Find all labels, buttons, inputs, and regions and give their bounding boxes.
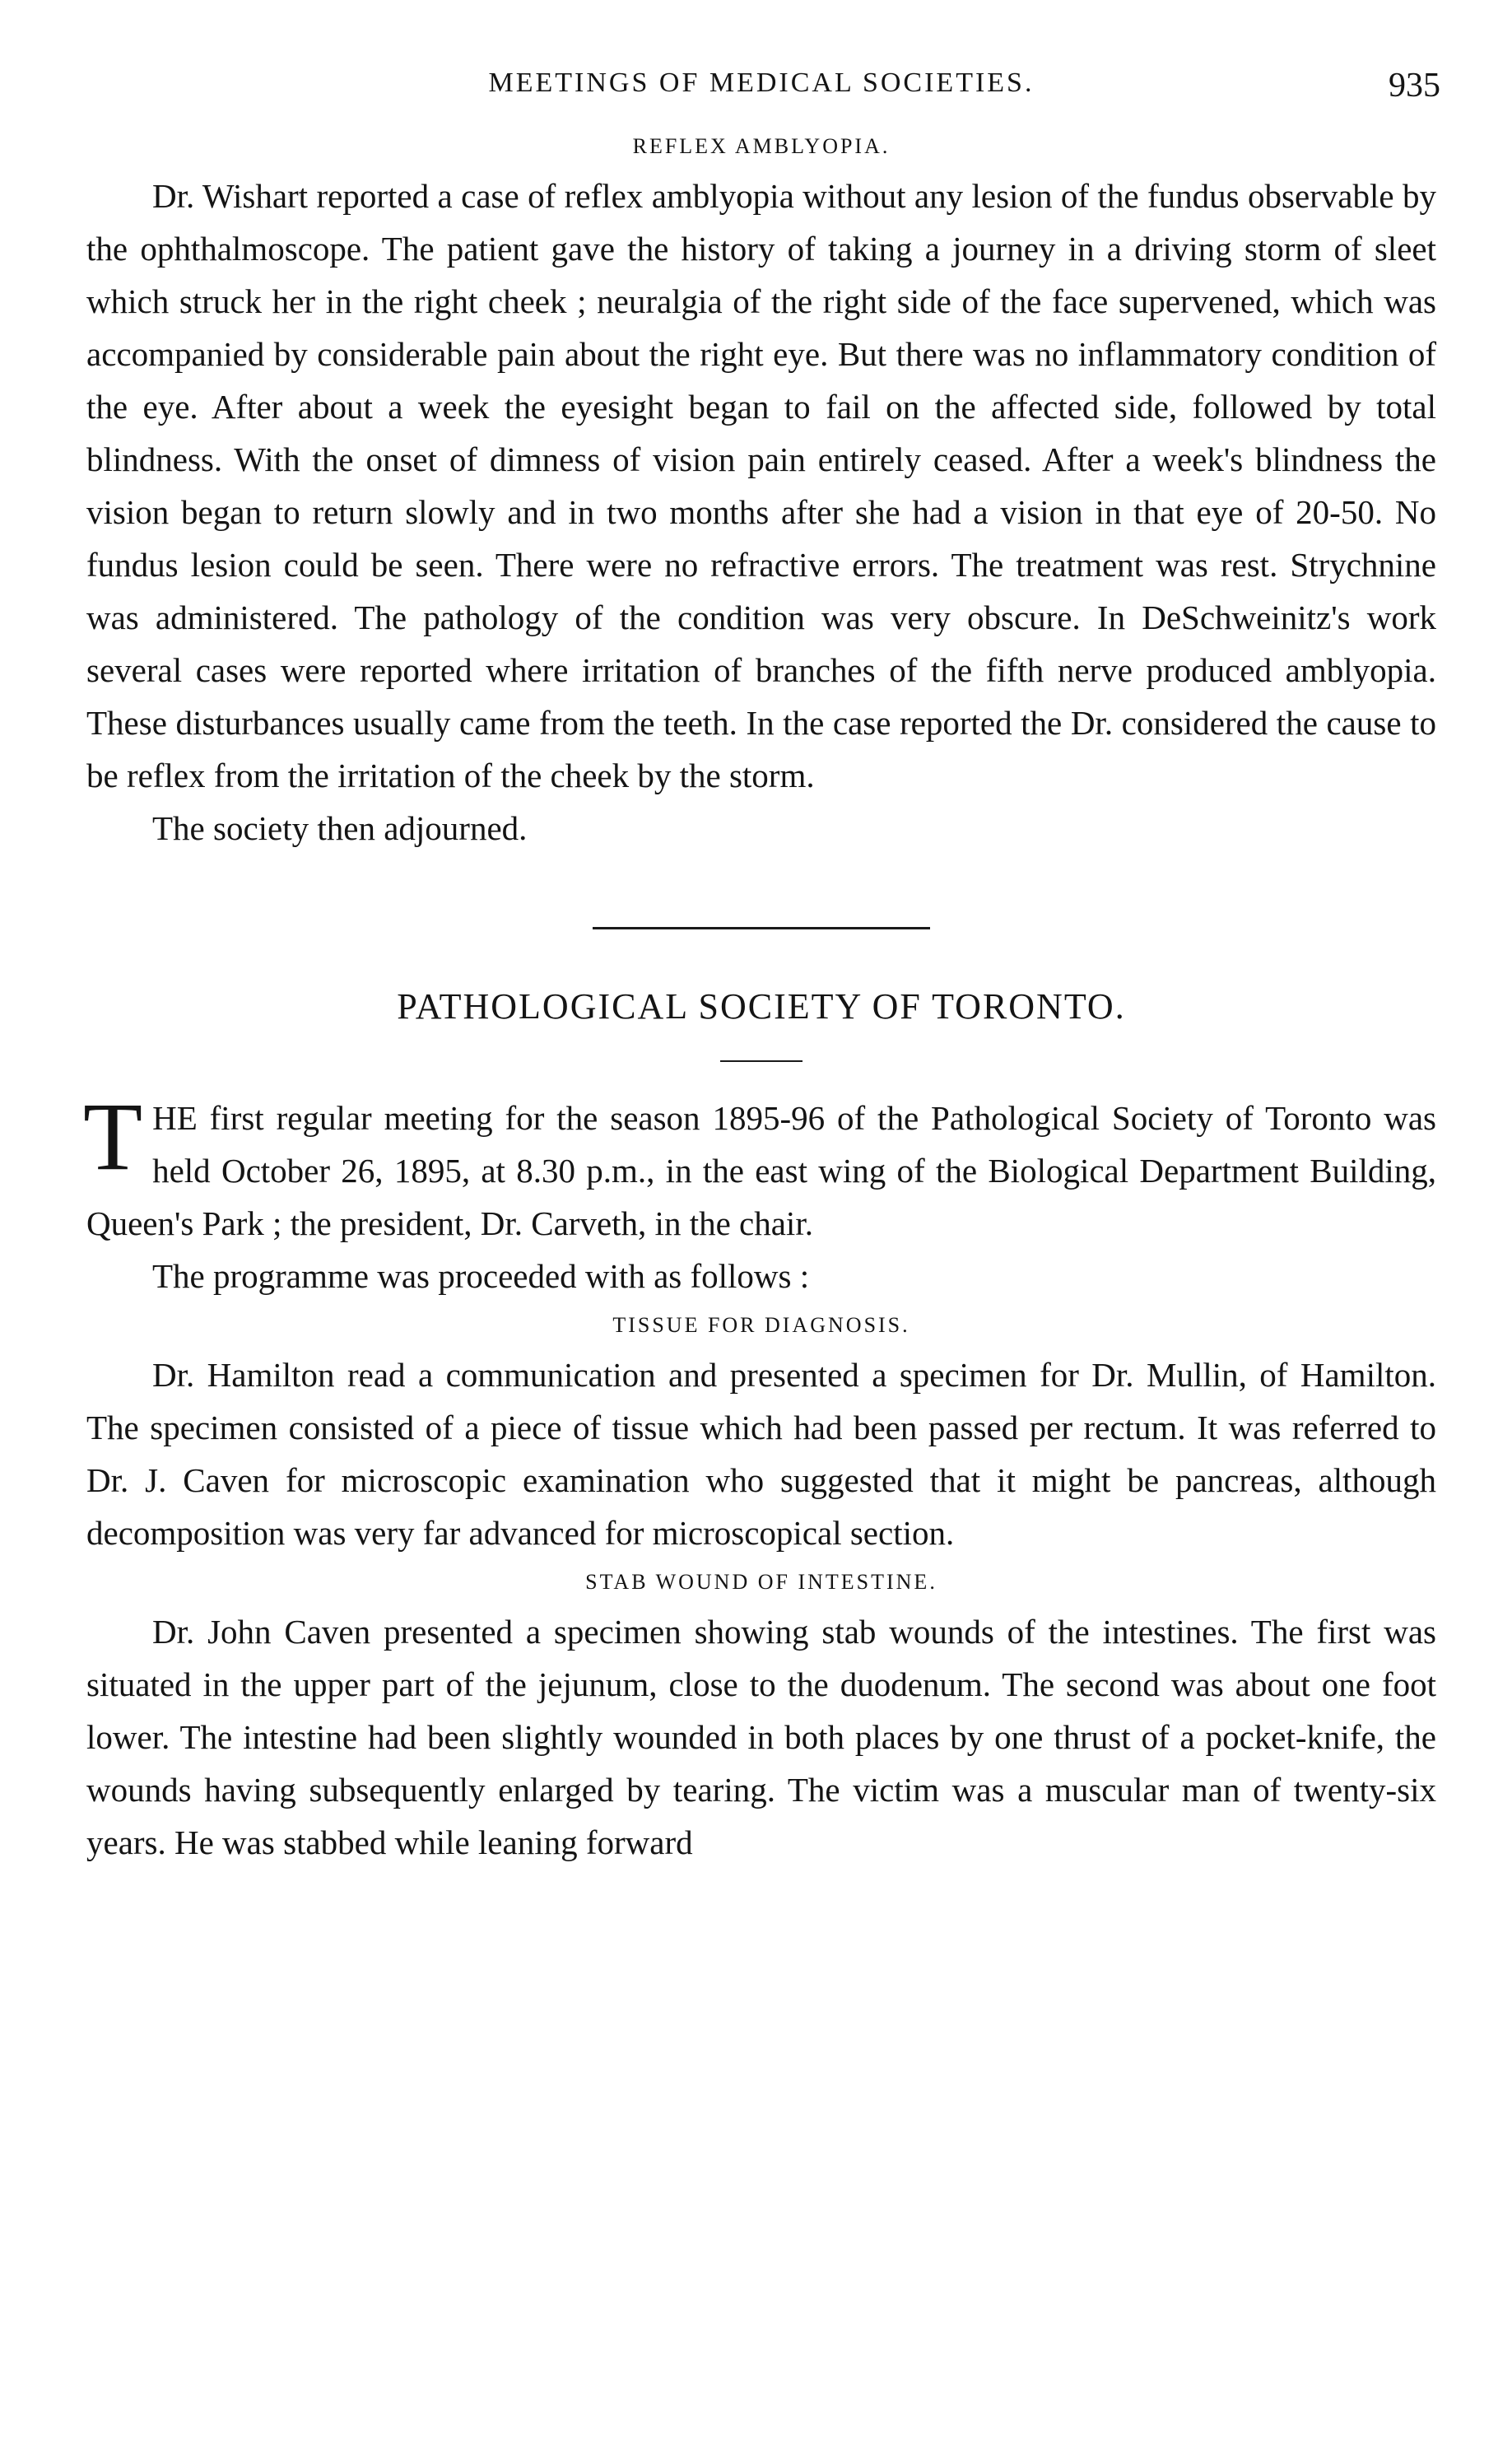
running-title: MEETINGS OF MEDICAL SOCIETIES. bbox=[488, 68, 1035, 98]
paragraph-adjourned: The society then adjourned. bbox=[152, 809, 528, 847]
title-underline bbox=[720, 1060, 803, 1062]
paragraph-programme: The programme was proceeded with as follows : bbox=[152, 1257, 810, 1295]
intro-text: HE first regular meeting for the season 1895-96 of the Pathological Society of Toronto was held October 26, 1895, at 8.30 p.m., in the east wing of the Biological Department Building, Queen's Park ; the president, Dr. Carveth, in the chair. bbox=[86, 1099, 1436, 1242]
section-heading-stab-wound: STAB WOUND OF INTESTINE. bbox=[585, 1570, 937, 1594]
paragraph-tissue-diagnosis: Dr. Hamilton read a communication and presented a specimen for Dr. Mullin, of Hamilton. The specimen consisted of a piece of tissue which had been passed per rectum. It was referred to Dr. J. Caven for microscopic examination who suggested that it might be pancreas, although decomposition was very far advanced for microscopical section. bbox=[86, 1356, 1436, 1552]
section-heading-reflex-amblyopia: REFLEX AMBLYOPIA. bbox=[632, 134, 891, 158]
section-title-pathological-society: PATHOLOGICAL SOCIETY OF TORONTO. bbox=[397, 986, 1126, 1027]
paragraph-intro bbox=[83, 1083, 1436, 1250]
paragraph-reflex-amblyopia: Dr. Wishart reported a case of reflex amblyopia without any lesion of the fundus observable by the ophthalmoscope. The patient gave the history of taking a journey in a driving storm of sleet which struck her in the right cheek ; neuralgia of the right side of the face supervened, which was accompanied by considerable pain about the right eye. But there was no inflammatory condition of the eye. After about a week the eyesight began to fail on the affected side, followed by total blindness. With the onset of dimness of vision pain entirely ceased. After a week's blindness the vision began to return slowly and in two months after she had a vision in that eye of 20-50. No fundus lesion could be seen. There were no refractive errors. The treatment was rest. Strychnine was administered. The pathology of the condition was very obscure. In DeSchweinitz's work several cases were reported where irritation of branches of the fifth nerve produced amblyopia. These disturbances usually came from the teeth. In the case reported the Dr. considered the cause to be reflex from the irritation of the cheek by the storm. bbox=[86, 177, 1436, 794]
section-divider bbox=[593, 927, 930, 929]
paragraph-stab-wound: Dr. John Caven presented a specimen showing stab wounds of the intestines. The first was situated in the upper part of the jejunum, close to the duodenum. The second was about one foot lower. The intestine had been slightly wounded in both places by one thrust of a pocket-knife, the wounds having subsequently enlarged by tearing. The victim was a muscular man of twenty-six years. He was stabbed while leaning forward bbox=[86, 1613, 1436, 1861]
page-number: 935 bbox=[1389, 67, 1440, 105]
section-heading-tissue-diagnosis: TISSUE FOR DIAGNOSIS. bbox=[612, 1313, 910, 1337]
drop-cap: T bbox=[83, 1083, 143, 1190]
page bbox=[83, 58, 1440, 1869]
running-header bbox=[86, 58, 1440, 123]
